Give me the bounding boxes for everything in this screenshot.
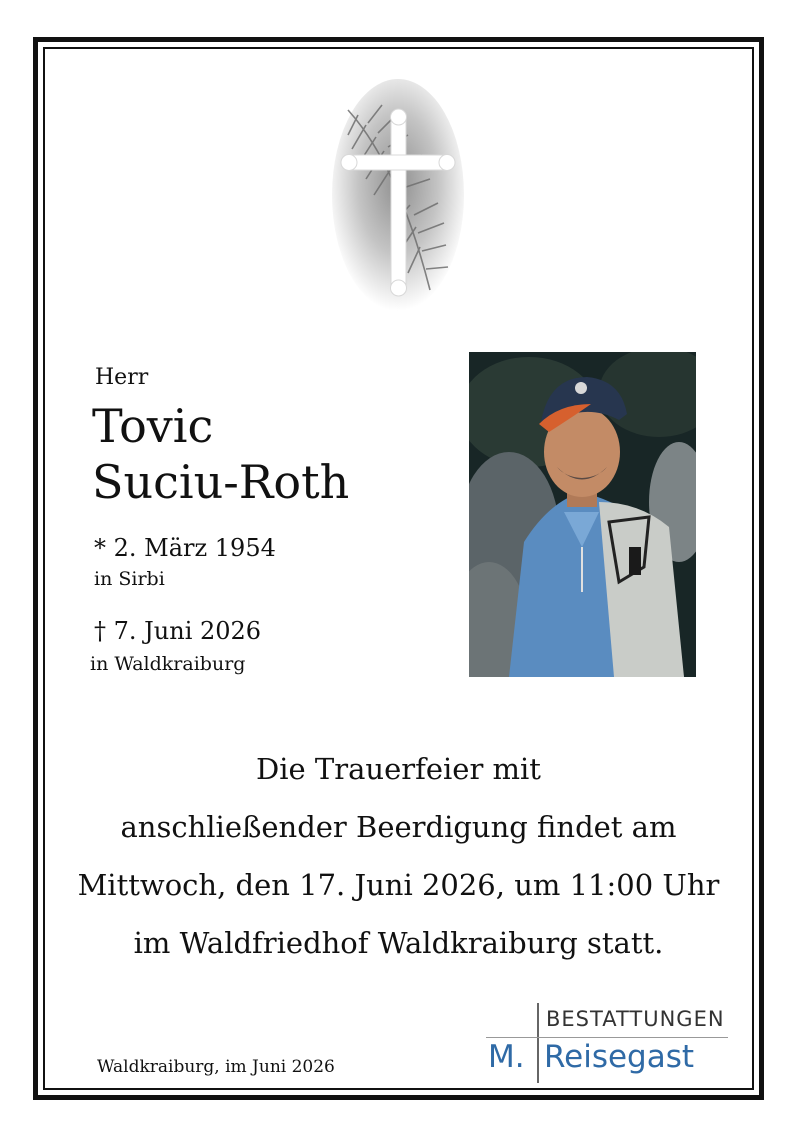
ceremony-line: anschließender Beerdigung findet am [120,810,677,844]
ceremony-line: im Waldfriedhof Waldkraiburg statt. [133,926,664,960]
first-name: Tovic [92,399,214,453]
last-name: Suciu-Roth [92,455,350,509]
logo-divider-vertical [537,1003,539,1083]
death-place: in Waldkraiburg [90,653,246,675]
ceremony-line: Die Trauerfeier mit [256,752,541,786]
logo-divider-horizontal [486,1037,728,1038]
birth-place: in Sirbi [94,568,165,590]
logo-top-text: BESTATTUNGEN [546,1007,725,1031]
logo-initial: M. [488,1039,525,1075]
ceremony-announcement [60,740,737,972]
salutation: Herr [95,365,149,390]
deceased-name [92,398,349,510]
place-date: Waldkraiburg, im Juni 2026 [97,1057,335,1077]
ceremony-line: Mittwoch, den 17. Juni 2026, um 11:00 Uhr [77,868,720,902]
portrait-photo [469,352,696,677]
cross-with-palm-icon [318,75,478,315]
logo-name: Reisegast [544,1039,695,1075]
death-date: † 7. Juni 2026 [94,617,262,645]
funeral-home-logo [486,1003,736,1083]
birth-date: * 2. März 1954 [94,534,276,562]
